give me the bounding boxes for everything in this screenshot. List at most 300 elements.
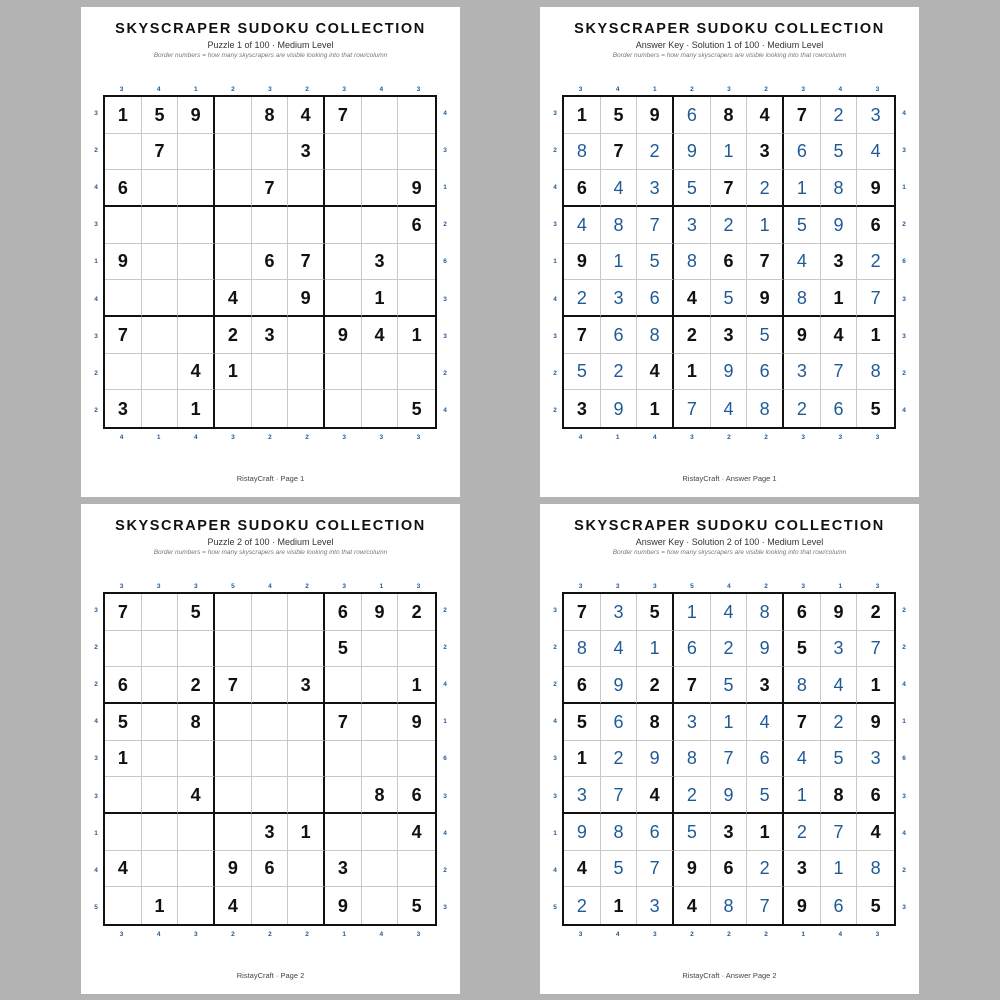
sudoku-cell: 9 (711, 777, 748, 814)
right-clue: 3 (443, 147, 447, 155)
sudoku-cell: 6 (747, 741, 784, 778)
sudoku-cell: 1 (564, 741, 601, 778)
sudoku-cell (325, 667, 362, 704)
sudoku-cell: 9 (362, 594, 399, 631)
sudoku-cell: 6 (105, 667, 142, 704)
sudoku-cell: 1 (142, 887, 179, 924)
sudoku-cell: 3 (362, 244, 399, 281)
sudoku-cell: 9 (821, 207, 858, 244)
sudoku-cell: 3 (637, 887, 674, 924)
sudoku-cell (142, 814, 179, 851)
page-footer: RistayCraft · Page 2 (236, 971, 305, 980)
bottom-clue: 3 (838, 434, 843, 441)
sudoku-cell: 3 (674, 207, 711, 244)
top-clue: 3 (578, 86, 583, 93)
sudoku-cell: 2 (857, 244, 894, 281)
sudoku-cell (215, 704, 252, 741)
right-clue: 4 (902, 829, 906, 837)
sudoku-cell: 5 (178, 594, 215, 631)
bottom-clue: 1 (615, 434, 620, 441)
top-clue: 3 (416, 86, 421, 93)
sudoku-grid (103, 592, 437, 926)
page-instructions: Border numbers = how many skyscrapers are visible looking into that row/column (612, 52, 847, 59)
sudoku-cell: 4 (637, 777, 674, 814)
sudoku-cell (325, 134, 362, 171)
sudoku-cell: 2 (747, 170, 784, 207)
bottom-clues (562, 433, 896, 442)
sudoku-cell (398, 244, 435, 281)
sudoku-cell: 6 (398, 207, 435, 244)
bottom-clue: 2 (727, 931, 731, 938)
bottom-clue: 3 (652, 931, 657, 938)
sudoku-cell: 9 (674, 134, 711, 171)
sudoku-cell (178, 814, 215, 851)
sudoku-cell: 4 (674, 280, 711, 317)
sudoku-cell: 5 (674, 170, 711, 207)
sudoku-cell (178, 887, 215, 924)
top-clue: 3 (652, 583, 657, 590)
sudoku-cell: 1 (105, 741, 142, 778)
top-clue: 2 (690, 86, 694, 93)
puzzle-page-2 (81, 504, 460, 994)
sudoku-cell: 8 (784, 667, 821, 704)
sudoku-cell (105, 887, 142, 924)
sudoku-cell: 7 (325, 97, 362, 134)
bottom-clue: 1 (156, 434, 161, 441)
sudoku-cell: 6 (325, 594, 362, 631)
top-clue: 3 (268, 86, 272, 93)
sudoku-cell (178, 741, 215, 778)
sudoku-cell: 2 (637, 667, 674, 704)
sudoku-cell (362, 134, 399, 171)
sudoku-cell: 2 (637, 134, 674, 171)
top-clue: 2 (764, 583, 768, 590)
sudoku-cell (362, 851, 399, 888)
sudoku-cell (215, 594, 252, 631)
page-subtitle: Puzzle 1 of 100 · Medium Level (207, 40, 334, 50)
sudoku-cell (178, 851, 215, 888)
sudoku-cell: 8 (747, 390, 784, 427)
sudoku-cell: 7 (747, 887, 784, 924)
sudoku-cell: 7 (601, 134, 638, 171)
bottom-clue: 3 (416, 931, 421, 938)
left-clue: 3 (553, 755, 557, 763)
sudoku-cell (288, 390, 325, 427)
sudoku-cell: 6 (821, 390, 858, 427)
top-clue: 3 (156, 583, 161, 590)
sudoku-cell: 6 (105, 170, 142, 207)
sudoku-cell (288, 851, 325, 888)
sudoku-cell: 5 (411, 398, 422, 419)
bottom-clue: 3 (231, 434, 235, 441)
sudoku-cell (288, 631, 325, 668)
sudoku-cell: 3 (325, 851, 362, 888)
sudoku-cell: 6 (674, 631, 711, 668)
sudoku-cell (105, 631, 142, 668)
left-clue: 2 (553, 147, 557, 155)
right-clue: 3 (902, 295, 906, 303)
right-clues (899, 95, 909, 429)
sudoku-cell: 2 (784, 814, 821, 851)
sudoku-cell (105, 777, 142, 814)
sudoku-cell: 9 (398, 704, 435, 741)
sudoku-cell (325, 390, 362, 427)
right-clue: 4 (443, 110, 447, 118)
sudoku-cell (325, 170, 362, 207)
top-clue: 3 (416, 583, 421, 590)
sudoku-cell: 5 (711, 280, 748, 317)
sudoku-cell (362, 631, 399, 668)
top-clue: 5 (231, 583, 235, 590)
top-clue: 3 (119, 86, 124, 93)
sudoku-cell (288, 704, 325, 741)
sudoku-cell: 4 (857, 814, 894, 851)
right-clue: 2 (443, 221, 447, 229)
sudoku-cell: 8 (362, 777, 399, 814)
sudoku-cell (398, 741, 435, 778)
bottom-clue: 4 (652, 434, 657, 441)
sudoku-cell: 1 (398, 317, 435, 354)
sudoku-cell (178, 244, 215, 281)
sudoku-cell: 4 (784, 741, 821, 778)
sudoku-cell: 9 (821, 594, 858, 631)
sudoku-cell: 7 (711, 741, 748, 778)
sudoku-cell (142, 280, 179, 317)
sudoku-cell: 3 (711, 317, 748, 354)
left-clue: 3 (94, 221, 98, 229)
bottom-clues (562, 930, 896, 939)
bottom-clue: 3 (193, 931, 198, 938)
sudoku-cell (178, 631, 215, 668)
sudoku-cell (362, 354, 399, 391)
page-subtitle: Answer Key · Solution 1 of 100 · Medium Level (635, 40, 824, 50)
sudoku-cell: 7 (105, 317, 142, 354)
sudoku-cell: 8 (821, 170, 858, 207)
sudoku-cell (398, 354, 435, 391)
sudoku-cell: 4 (821, 667, 858, 704)
sudoku-cell: 8 (601, 207, 638, 244)
top-clue: 3 (342, 86, 347, 93)
bottom-clue: 4 (156, 931, 161, 938)
sudoku-cell: 4 (105, 851, 142, 888)
left-clues (91, 592, 101, 926)
left-clue: 4 (94, 718, 98, 726)
sudoku-cell (178, 170, 215, 207)
bottom-clue: 3 (875, 931, 880, 938)
sudoku-cell: 5 (674, 814, 711, 851)
page-title: SKYSCRAPER SUDOKU COLLECTION (115, 21, 426, 37)
sudoku-cell (105, 134, 142, 171)
left-clue: 3 (94, 607, 98, 615)
left-clue: 3 (94, 110, 98, 118)
sudoku-cell: 9 (784, 317, 821, 354)
sudoku-cell (362, 97, 399, 134)
sudoku-cell (215, 631, 252, 668)
sudoku-cell (142, 777, 179, 814)
sudoku-cell: 5 (325, 631, 362, 668)
left-clue: 3 (553, 792, 557, 800)
sudoku-cell: 5 (821, 741, 858, 778)
top-clue: 3 (119, 583, 124, 590)
sudoku-cell: 9 (601, 667, 638, 704)
sudoku-cell: 1 (105, 97, 142, 134)
bottom-clue: 2 (690, 931, 694, 938)
sudoku-cell: 6 (784, 134, 821, 171)
sudoku-cell: 7 (564, 317, 601, 354)
sudoku-cell: 9 (105, 244, 142, 281)
left-clue: 2 (94, 369, 98, 377)
page-instructions: Border numbers = how many skyscrapers are visible looking into that row/column (612, 549, 847, 556)
sudoku-cell (288, 207, 325, 244)
sudoku-cell: 6 (711, 244, 748, 281)
sudoku-cell (398, 631, 435, 668)
bottom-clue: 3 (119, 931, 124, 938)
sudoku-cell: 1 (564, 97, 601, 134)
sudoku-cell: 5 (637, 594, 674, 631)
sudoku-cell: 5 (637, 244, 674, 281)
sudoku-cell: 2 (857, 594, 894, 631)
page-title: SKYSCRAPER SUDOKU COLLECTION (574, 518, 885, 534)
right-clue: 3 (443, 332, 447, 340)
sudoku-cell: 1 (821, 280, 858, 317)
left-clue: 2 (553, 369, 557, 377)
top-clue: 4 (615, 86, 620, 93)
sudoku-cell: 1 (398, 667, 435, 704)
sudoku-cell: 2 (601, 354, 638, 391)
sudoku-cell: 3 (821, 244, 858, 281)
top-clue: 3 (801, 86, 806, 93)
right-clue: 4 (443, 406, 447, 414)
left-clue: 3 (553, 607, 557, 615)
bottom-clue: 2 (305, 931, 309, 938)
sudoku-cell: 3 (564, 390, 601, 427)
left-clue: 3 (94, 755, 98, 763)
left-clue: 1 (553, 258, 557, 266)
bottom-clue: 1 (801, 931, 806, 938)
sudoku-cell: 1 (601, 244, 638, 281)
sudoku-cell: 8 (564, 134, 601, 171)
sudoku-cell (215, 777, 252, 814)
sudoku-cell (215, 244, 252, 281)
left-clue: 2 (553, 644, 557, 652)
right-clue: 3 (443, 295, 447, 303)
sudoku-cell: 1 (821, 851, 858, 888)
sudoku-cell: 3 (252, 814, 289, 851)
sudoku-cell (142, 851, 179, 888)
sudoku-cell: 7 (821, 814, 858, 851)
sudoku-cell: 6 (784, 594, 821, 631)
sudoku-cell: 9 (325, 317, 362, 354)
sudoku-cell: 5 (411, 895, 422, 916)
top-clues (103, 85, 437, 94)
left-clue: 4 (94, 295, 98, 303)
sudoku-cell (215, 170, 252, 207)
sudoku-cell: 2 (564, 280, 601, 317)
answer-page-2 (540, 504, 919, 994)
sudoku-cell: 1 (362, 280, 399, 317)
right-clue: 4 (902, 110, 906, 118)
page-title: SKYSCRAPER SUDOKU COLLECTION (574, 21, 885, 37)
top-clue: 4 (727, 583, 731, 590)
sudoku-cell: 1 (637, 390, 674, 427)
bottom-clues (103, 930, 437, 939)
left-clue: 2 (94, 406, 98, 414)
sudoku-cell: 8 (857, 354, 894, 391)
sudoku-cell (288, 777, 325, 814)
sudoku-cell: 8 (711, 97, 748, 134)
sudoku-cell: 3 (711, 814, 748, 851)
bottom-clue: 4 (379, 931, 384, 938)
right-clue: 2 (902, 644, 906, 652)
sudoku-cell: 9 (857, 704, 894, 741)
left-clue: 1 (94, 258, 98, 266)
bottom-clue: 3 (690, 434, 694, 441)
top-clues (103, 582, 437, 591)
sudoku-cell: 9 (784, 887, 821, 924)
sudoku-cell: 2 (784, 390, 821, 427)
bottom-clue: 2 (305, 434, 309, 441)
sudoku-cell (142, 594, 179, 631)
sudoku-cell: 8 (637, 704, 674, 741)
top-clue: 2 (305, 86, 309, 93)
sudoku-cell (288, 354, 325, 391)
sudoku-cell (252, 207, 289, 244)
sudoku-cell: 9 (711, 354, 748, 391)
sudoku-cell (215, 390, 252, 427)
bottom-clue: 2 (268, 434, 272, 441)
left-clue: 5 (553, 903, 557, 911)
sudoku-cell (398, 280, 435, 317)
left-clue: 4 (553, 866, 557, 874)
sudoku-cell: 6 (252, 244, 289, 281)
top-clue: 1 (652, 86, 657, 93)
sudoku-cell (252, 390, 289, 427)
sudoku-cell: 9 (178, 97, 215, 134)
page-footer: RistayCraft · Answer Page 1 (682, 474, 777, 483)
left-clue: 2 (553, 406, 557, 414)
sudoku-cell: 5 (747, 777, 784, 814)
sudoku-cell (362, 814, 399, 851)
sudoku-cell (398, 97, 435, 134)
sudoku-cell: 7 (325, 704, 362, 741)
sudoku-cell: 6 (857, 207, 894, 244)
bottom-clue: 4 (615, 931, 620, 938)
sudoku-cell (252, 887, 289, 924)
sudoku-cell: 3 (288, 134, 325, 171)
sudoku-cell: 8 (564, 631, 601, 668)
sudoku-cell: 4 (178, 777, 215, 814)
sudoku-cell: 3 (674, 704, 711, 741)
sudoku-cell: 2 (398, 594, 435, 631)
right-clue: 2 (902, 221, 906, 229)
page-footer: RistayCraft · Page 1 (236, 474, 305, 483)
sudoku-cell: 5 (601, 97, 638, 134)
right-clues (440, 592, 450, 926)
sudoku-cell: 7 (637, 207, 674, 244)
sudoku-cell: 6 (564, 667, 601, 704)
top-clues (562, 85, 896, 94)
top-clue: 4 (838, 86, 843, 93)
sudoku-cell: 5 (784, 631, 821, 668)
bottom-clue: 1 (342, 931, 347, 938)
top-clue: 3 (875, 86, 880, 93)
bottom-clue: 3 (416, 434, 421, 441)
sudoku-cell: 8 (857, 851, 894, 888)
top-clue: 1 (379, 583, 384, 590)
sudoku-cell: 4 (564, 851, 601, 888)
sudoku-cell: 7 (601, 777, 638, 814)
sudoku-cell (362, 667, 399, 704)
sudoku-cell (252, 280, 289, 317)
top-clue: 3 (578, 583, 583, 590)
sudoku-cell: 9 (637, 97, 674, 134)
sudoku-cell: 7 (857, 631, 894, 668)
right-clue: 6 (902, 755, 906, 763)
right-clues (440, 95, 450, 429)
sudoku-cell: 3 (637, 170, 674, 207)
top-clue: 4 (156, 86, 161, 93)
sudoku-cell (215, 134, 252, 171)
left-clue: 2 (94, 681, 98, 689)
sudoku-cell: 9 (564, 814, 601, 851)
sudoku-cell: 7 (674, 667, 711, 704)
sudoku-cell: 9 (747, 631, 784, 668)
sudoku-cell: 9 (288, 280, 325, 317)
sudoku-cell: 6 (674, 97, 711, 134)
sudoku-cell (142, 170, 179, 207)
right-clue: 2 (443, 369, 447, 377)
left-clues (550, 95, 560, 429)
sudoku-cell: 3 (747, 134, 784, 171)
top-clue: 4 (379, 86, 384, 93)
sudoku-cell: 3 (784, 851, 821, 888)
sudoku-cell: 3 (857, 741, 894, 778)
sudoku-cell: 1 (857, 667, 894, 704)
sudoku-cell (252, 134, 289, 171)
top-clue: 1 (838, 583, 843, 590)
right-clue: 3 (443, 792, 447, 800)
sudoku-cell: 2 (711, 631, 748, 668)
sudoku-cell: 1 (784, 777, 821, 814)
sudoku-cell: 7 (564, 594, 601, 631)
sudoku-cell: 4 (674, 887, 711, 924)
sudoku-cell: 8 (674, 244, 711, 281)
sudoku-cell (398, 134, 435, 171)
right-clue: 1 (902, 718, 906, 726)
sudoku-cell: 9 (215, 851, 252, 888)
sudoku-cell: 8 (674, 741, 711, 778)
sudoku-grid (562, 592, 896, 926)
bottom-clue: 3 (875, 434, 880, 441)
sudoku-cell (325, 741, 362, 778)
sudoku-cell: 4 (362, 317, 399, 354)
sudoku-cell: 7 (857, 280, 894, 317)
right-clue: 1 (443, 718, 447, 726)
sudoku-cell (142, 741, 179, 778)
sudoku-cell (215, 97, 252, 134)
sudoku-cell: 9 (747, 280, 784, 317)
left-clues (550, 592, 560, 926)
sudoku-cell: 1 (711, 704, 748, 741)
right-clue: 1 (902, 184, 906, 192)
sudoku-cell (142, 317, 179, 354)
left-clue: 3 (94, 792, 98, 800)
sudoku-cell: 6 (252, 851, 289, 888)
bottom-clue: 4 (838, 931, 843, 938)
bottom-clue: 2 (231, 931, 235, 938)
sudoku-cell: 7 (711, 170, 748, 207)
sudoku-cell: 2 (747, 851, 784, 888)
